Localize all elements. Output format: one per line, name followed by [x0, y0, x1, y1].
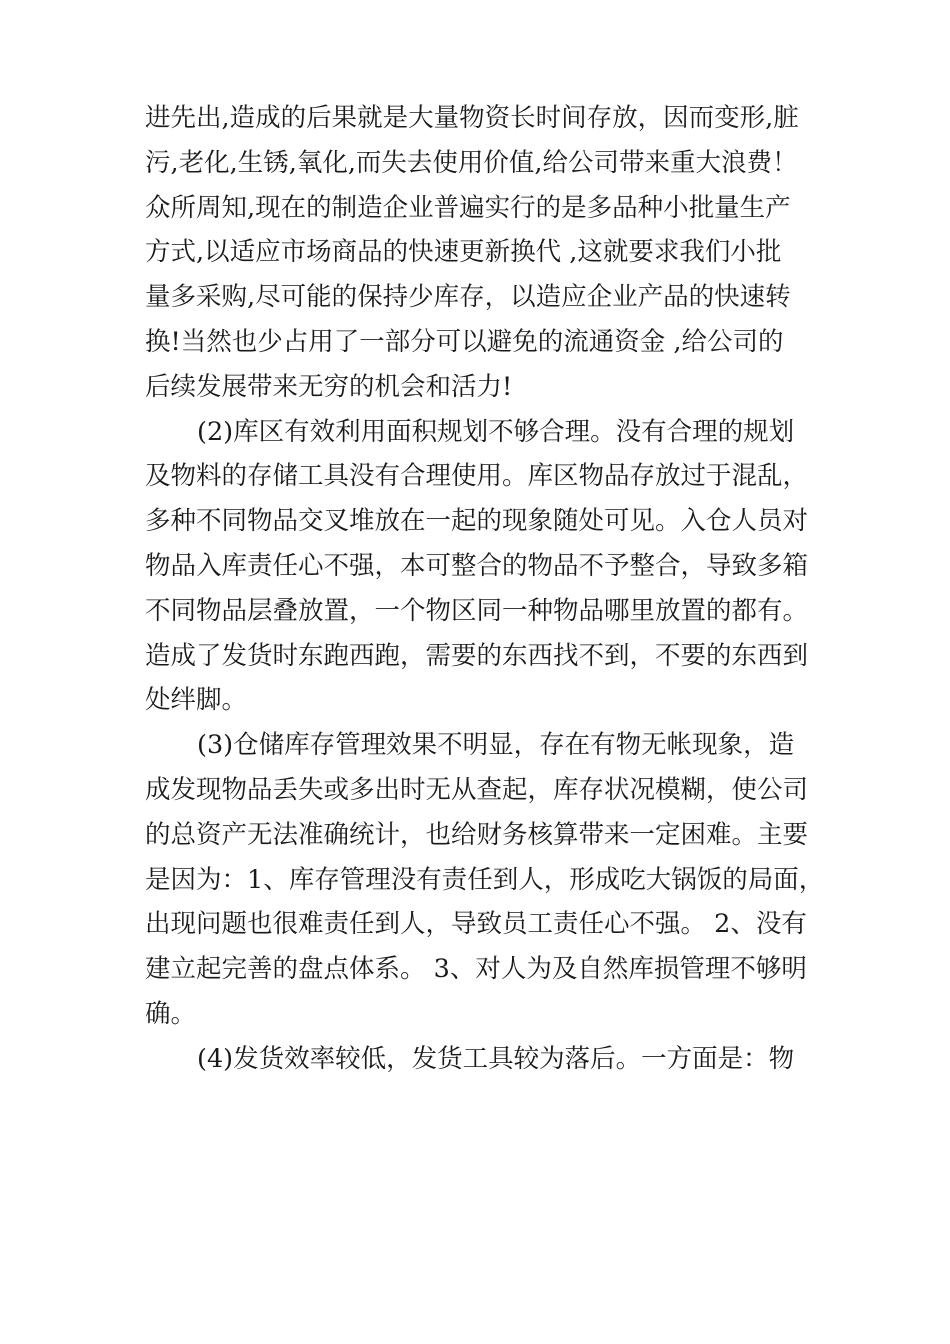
- text-line: 众所周知,现在的制造企业普遍实行的是多品种小批量生产: [145, 192, 791, 223]
- text-line: 是因为：1、库存管理没有责任到人，形成吃大锅饭的局面，: [145, 864, 825, 895]
- text-line: 后续发展带来无穷的机会和活力!: [145, 371, 513, 402]
- text-line: 出现问题也很难责任到人，导致员工责任心不强。 2、没有: [145, 909, 807, 940]
- text-line: 物品入库责任心不强，本可整合的物品不予整合，导致多箱: [145, 550, 809, 581]
- text-line: 换!当然也少占用了一部分可以避免的流通资金 ,给公司的: [145, 326, 784, 357]
- text-line: (4)发货效率较低，发货工具较为落后。一方面是：物: [197, 1043, 795, 1074]
- text-line: 处绊脚。: [145, 685, 248, 716]
- text-line: 及物料的存储工具没有合理使用。库区物品存放过于混乱，: [145, 461, 809, 492]
- paragraph-3: [145, 723, 825, 1037]
- text-line: 多种不同物品交叉堆放在一起的现象随处可见。入仓人员对: [145, 506, 809, 537]
- paragraph-continued: [145, 96, 815, 410]
- text-line: 量多采购,尽可能的保持少库存，以造应企业产品的快速转: [145, 282, 791, 313]
- text-line: (3)仓储库存管理效果不明显，存在有物无帐现象，造: [197, 730, 795, 761]
- text-line: 成发现物品丢失或多出时无从查起，库存状况模糊，使公司: [145, 774, 809, 805]
- text-line: 污,老化,生锈,氧化,而失去使用价值,给公司带来重大浪费！: [145, 147, 798, 178]
- text-line: (2)库区有效利用面积规划不够合理。没有合理的规划: [197, 416, 795, 447]
- paragraph-4: [145, 1037, 815, 1082]
- text-line: 方式,以适应市场商品的快速更新换代 ,这就要求我们小批: [145, 237, 782, 268]
- text-line: 的总资产无法准确统计，也给财务核算带来一定困难。主要: [145, 819, 809, 850]
- document-body: [145, 96, 825, 1082]
- text-line: 进先出,造成的后果就是大量物资长时间存放，因而变形,脏: [145, 103, 799, 133]
- text-line: 造成了发货时东跑西跑，需要的东西找不到，不要的东西到: [145, 640, 809, 671]
- text-line: 确。: [145, 998, 197, 1029]
- text-line: 建立起完善的盘点体系。 3、对人为及自然库损管理不够明: [145, 954, 807, 985]
- text-line: 不同物品层叠放置，一个物区同一种物品哪里放置的都有。: [145, 595, 809, 626]
- paragraph-2: [145, 410, 815, 724]
